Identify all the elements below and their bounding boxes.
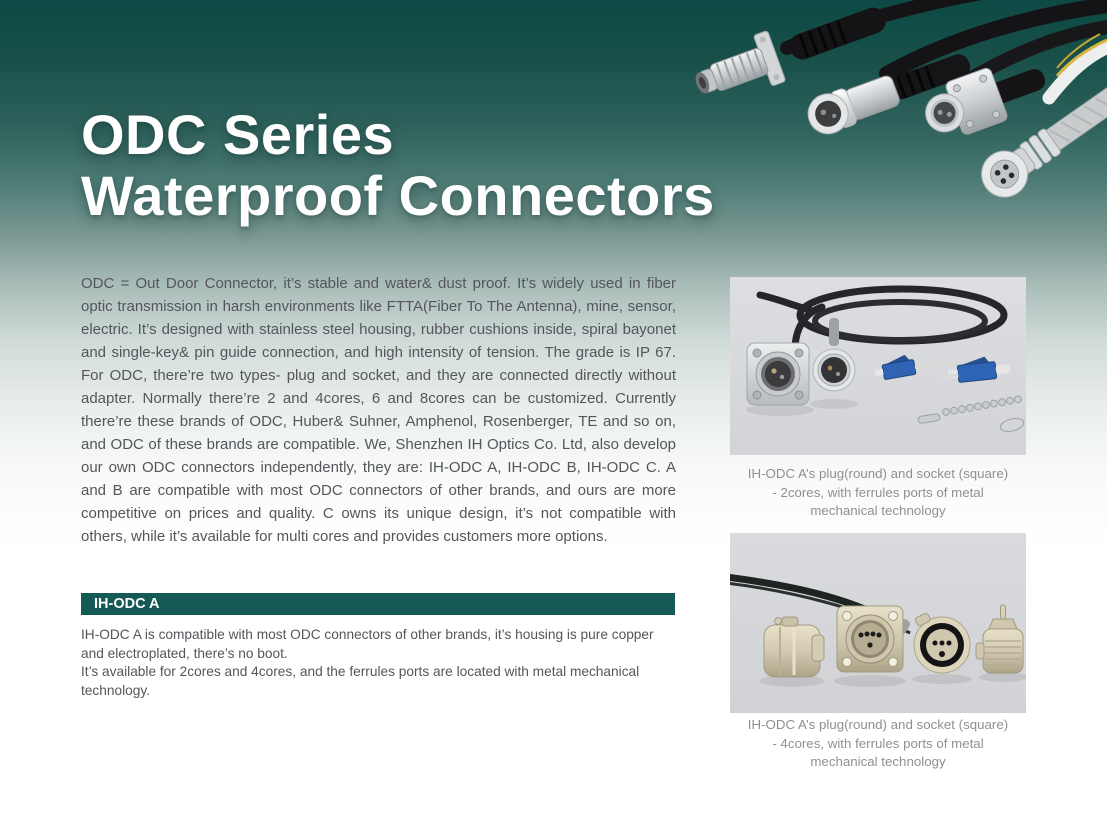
figure-image-4cores [730,533,1026,713]
caption-line: IH-ODC A’s plug(round) and socket (square) [747,466,1009,481]
caption-line: - 2cores, with ferrules ports of metal [772,484,984,500]
caption-line: - 4cores, with ferrules ports of metal [772,735,984,751]
figure-4cores-illustration [730,533,1026,713]
intro-paragraph: ODC = Out Door Connector, it’s stable and water& dust proof. It’s widely used in fiber optic transmission in harsh environments like FTTA(Fiber To The Antenna), mine, sensor, electric. It’s designed with stainless steel housing, rubber cushions inside, spiral bayonet and single-key& pin guide connection, and high intensity of tension. The grade is IP 67. For ODC, there’re two types- plug and socket, and they are connected directly without adapter. Normally there’re 2 and 4cores, 6 and 8cores can be customized. Currently there’re these brands of ODC, Huber& Suhner, Amphenol, Rosenberger, TE and so on, and ODC of these brands are compatible. We, Shenzhen IH Optics Co. Ltd, also develop our own ODC connectors independently, they are: IH-ODC A, IH-ODC B, IH-ODC C. A and B are compatible with most ODC connectors of other brands, and ours are more competitive on prices and quality. C owns its unique design, it’s not compatible with others, while it’s available for multi cores and provides customers more options. [81,275,676,545]
caption-line: IH-ODC A’s plug(round) and socket (square) [747,717,1009,732]
figure-image-2cores [730,277,1026,455]
caption-line: mechanical technology [810,503,946,518]
section-body-sentence-2: It’s available for 2cores and 4cores, and the ferrules ports are located with metal mechanical technology. [81,664,640,698]
section-banner-ih-odc-a [81,593,675,615]
figure-caption-4cores [723,716,1033,772]
section-body-sentence-1: IH-ODC A is compatible with most ODC connectors of other brands, it’s housing is pure copper and electroplated, there’s no boot. [81,627,654,661]
section-body [81,626,679,700]
section-heading: IH-ODC A [94,596,160,612]
figure-caption-2cores [723,465,1033,521]
figure-2cores-illustration [730,277,1026,455]
page-title-line2: Waterproof Connectors [81,164,715,227]
page-title [81,104,715,226]
caption-line: mechanical technology [810,754,946,769]
page-title-line1: ODC Series [81,103,395,166]
